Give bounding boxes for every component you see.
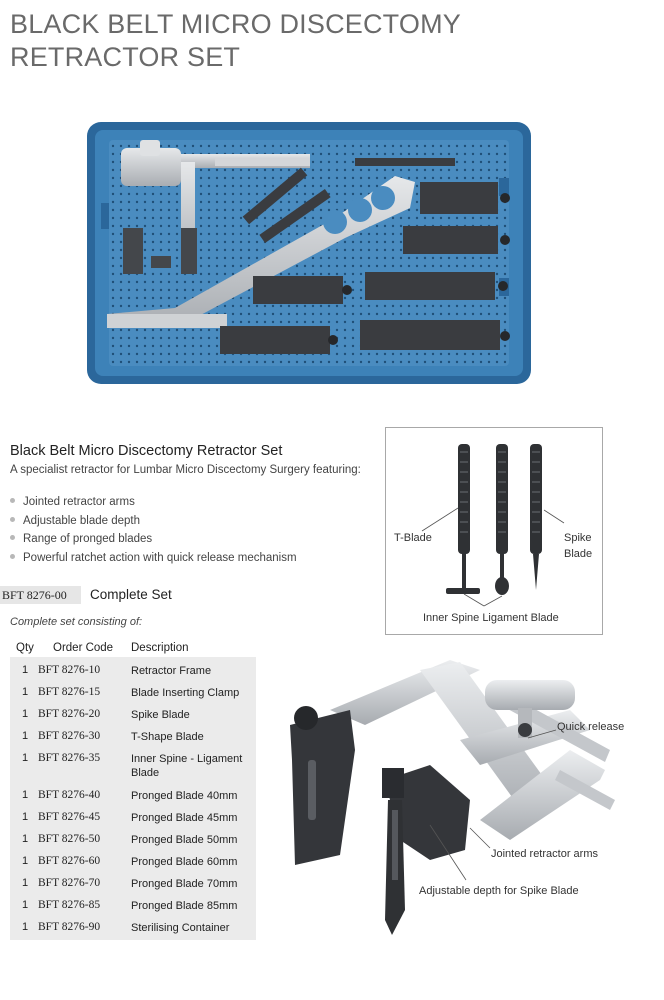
- feature-list: [10, 493, 297, 567]
- description-cell: Retractor Frame: [131, 665, 212, 677]
- bullet-icon: [10, 554, 15, 559]
- adjustable-depth-label: Adjustable depth for Spike Blade: [419, 885, 579, 897]
- description-cell: T-Shape Blade: [131, 731, 204, 743]
- qty-cell: 1: [22, 664, 29, 676]
- t-blade-label: T-Blade: [394, 532, 432, 544]
- spike-blade-label-line-2: Blade: [564, 548, 593, 560]
- order-code-cell: BFT 8276-15: [38, 686, 101, 698]
- order-code-cell: BFT 8276-30: [38, 730, 101, 742]
- product-intro: A specialist retractor for Lumbar Micro Discectomy Surgery featuring:: [10, 464, 361, 476]
- order-code-cell: BFT 8276-60: [38, 855, 101, 867]
- consisting-of-label: Complete set consisting of:: [10, 616, 143, 628]
- order-code-cell: BFT 8276-10: [38, 664, 101, 676]
- order-code-cell: BFT 8276-20: [38, 708, 101, 720]
- feature-item: Powerful ratchet action with quick release mechanism: [10, 549, 297, 568]
- order-code-cell: BFT 8276-50: [38, 833, 101, 845]
- product-name: Black Belt Micro Discectomy Retractor Set: [10, 443, 283, 459]
- complete-set-code: BFT 8276-00: [0, 586, 81, 604]
- description-cell: Pronged Blade 60mm: [131, 856, 238, 868]
- page-title-line-2: RETRACTOR SET: [10, 42, 241, 72]
- column-header-qty: Qty: [16, 642, 34, 654]
- description-cell: Pronged Blade 40mm: [131, 790, 238, 802]
- quick-release-label: Quick release: [557, 721, 625, 733]
- order-code-cell: BFT 8276-90: [38, 921, 101, 933]
- feature-item: Jointed retractor arms: [10, 493, 297, 512]
- bullet-icon: [10, 498, 15, 503]
- order-code-cell: BFT 8276-35: [38, 752, 101, 764]
- qty-cell: 1: [22, 752, 29, 764]
- inner-spine-label: Inner Spine Ligament Blade: [423, 612, 559, 624]
- description-cell: Pronged Blade 85mm: [131, 900, 238, 912]
- description-cell: Pronged Blade 50mm: [131, 834, 238, 846]
- qty-cell: 1: [22, 899, 29, 911]
- qty-cell: 1: [22, 708, 29, 720]
- qty-cell: 1: [22, 921, 29, 933]
- feature-item: Range of pronged blades: [10, 530, 297, 549]
- column-header-description: Description: [131, 642, 189, 654]
- blades-inset: [385, 427, 603, 635]
- assembled-retractor-illustration: [270, 650, 660, 950]
- description-cell: Spike Blade: [131, 709, 190, 721]
- qty-cell: 1: [22, 686, 29, 698]
- bullet-icon: [10, 517, 15, 522]
- complete-set-label: Complete Set: [90, 587, 172, 602]
- order-code-cell: BFT 8276-70: [38, 877, 101, 889]
- feature-item: Adjustable blade depth: [10, 512, 297, 531]
- order-code-cell: BFT 8276-40: [38, 789, 101, 801]
- order-code-cell: BFT 8276-85: [38, 899, 101, 911]
- jointed-arms-label: Jointed retractor arms: [491, 848, 598, 860]
- qty-cell: 1: [22, 833, 29, 845]
- sterilising-tray-photo: [85, 118, 533, 388]
- description-cell: Pronged Blade 70mm: [131, 878, 238, 890]
- description-cell: Blade Inserting Clamp: [131, 687, 240, 699]
- column-header-order-code: Order Code: [53, 642, 114, 654]
- qty-cell: 1: [22, 811, 29, 823]
- qty-cell: 1: [22, 855, 29, 867]
- order-code-cell: BFT 8276-45: [38, 811, 101, 823]
- qty-cell: 1: [22, 877, 29, 889]
- description-cell: Inner Spine - Ligament Blade: [131, 753, 243, 779]
- qty-cell: 1: [22, 730, 29, 742]
- page-title-line-1: BLACK BELT MICRO DISCECTOMY: [10, 9, 461, 39]
- blades-illustration: [386, 428, 602, 634]
- description-cell: Pronged Blade 45mm: [131, 812, 238, 824]
- spike-blade-label-line-1: Spike: [564, 532, 592, 544]
- bullet-icon: [10, 535, 15, 540]
- description-cell: Sterilising Container: [131, 922, 230, 934]
- page-title: [10, 8, 461, 74]
- qty-cell: 1: [22, 789, 29, 801]
